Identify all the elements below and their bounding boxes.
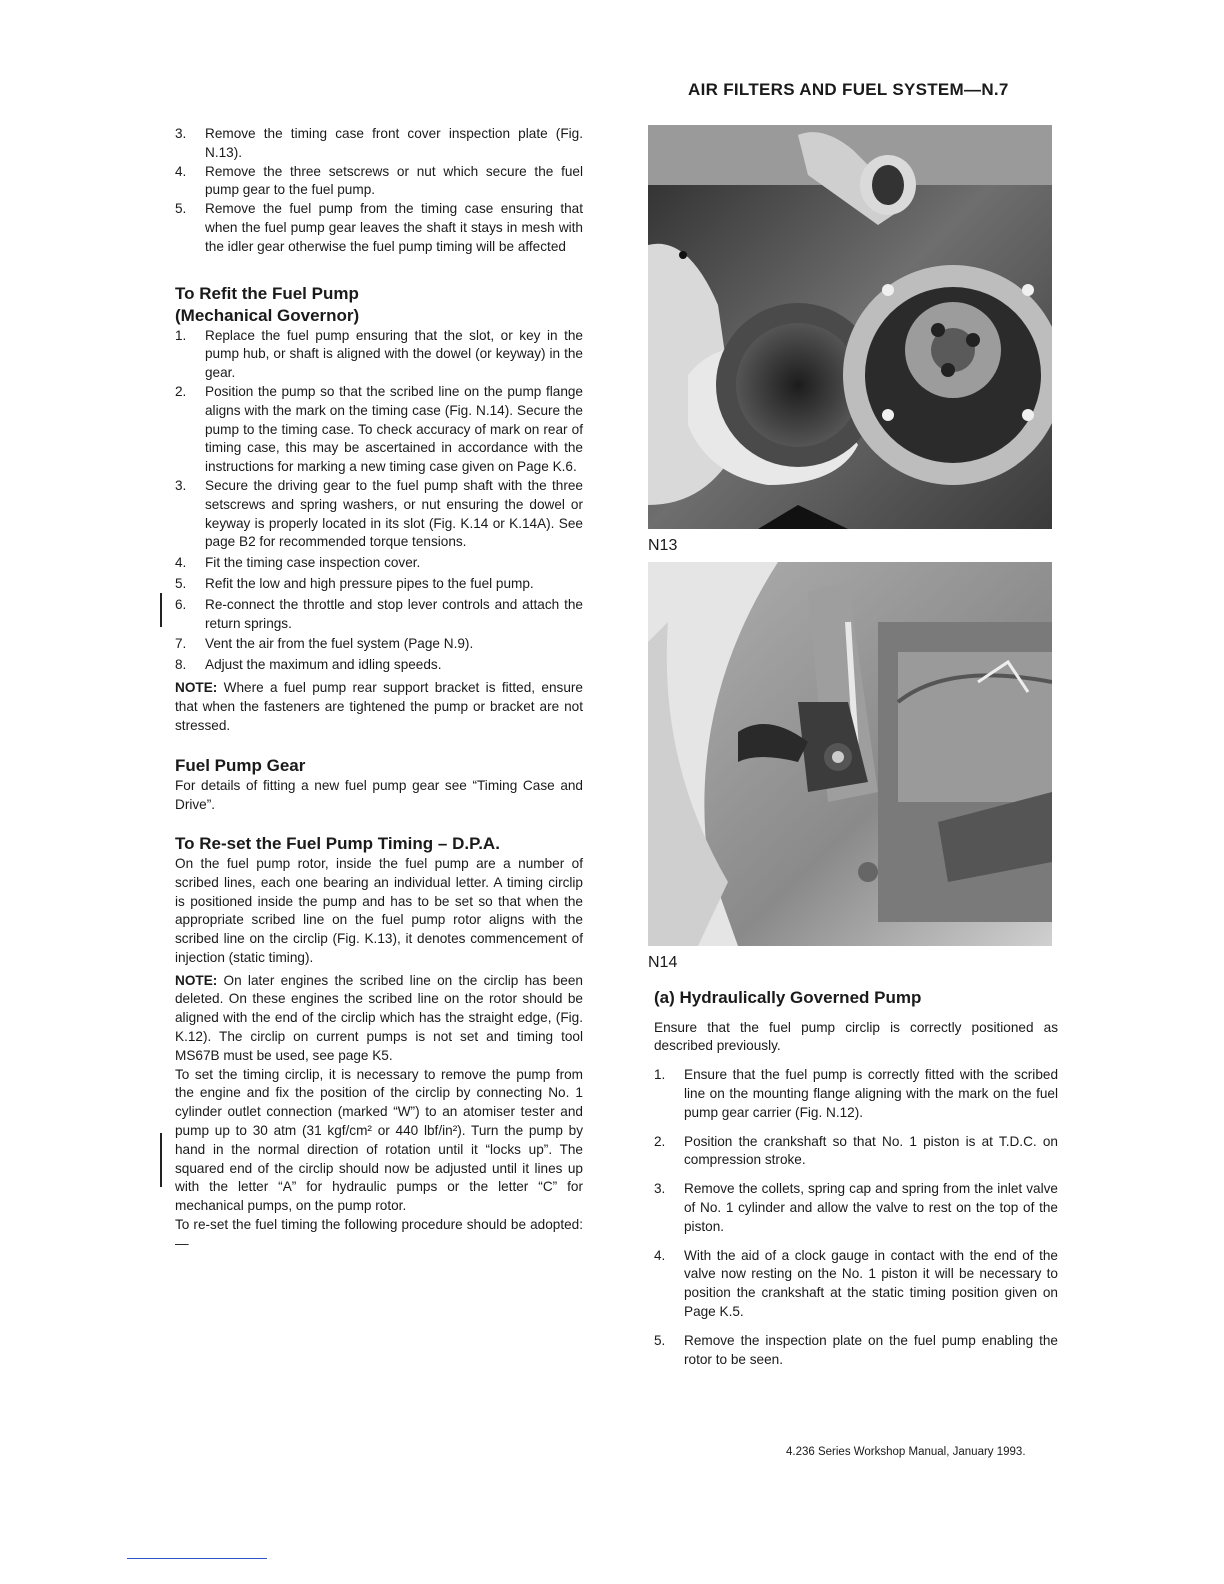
list-item: 1. Ensure that the fuel pump is correctly fitted with the scribed line on the mounting flange aligning with the mark on the fuel pump gear carrier (Fig. N.12). (654, 1067, 1058, 1120)
list-item: 4. Remove the three setscrews or nut which secure the fuel pump gear to the fuel pump. (175, 163, 583, 198)
revision-bar (160, 1133, 162, 1187)
revision-bar (160, 593, 162, 627)
figure-n13-photo (648, 125, 1052, 529)
list-item: 3. Secure the driving gear to the fuel pump shaft with the three setscrews and spring washers, or nut ensuring the dowel or keyway is properly located in its slot (Fig. K.14 or K.14A). See page B2 for recommended torque tensions. (175, 477, 583, 550)
footnote-divider (127, 1558, 267, 1559)
fuel-pump-removal-illustration (648, 125, 1052, 529)
footer-manual-edition: 4.236 Series Workshop Manual, January 1993. (786, 1446, 1026, 1458)
right-column (648, 125, 1058, 1379)
list-item: 7. Vent the air from the fuel system (Page N.9). (175, 636, 474, 652)
fuel-pump-mounting-illustration (648, 562, 1052, 946)
refit-steps-list (175, 327, 583, 675)
refit-title-line1: To Refit the Fuel Pump (175, 283, 359, 303)
left-column (175, 125, 583, 1254)
page-header-title: AIR FILTERS AND FUEL SYSTEM—N.7 (688, 80, 1009, 99)
hydraulic-section (654, 987, 1058, 1370)
fuel-pump-gear-title: Fuel Pump Gear (175, 756, 306, 776)
hydraulic-title: (a) Hydraulically Governed Pump (654, 987, 922, 1007)
list-item: 5. Remove the fuel pump from the timing case ensuring that when the fuel pump gear leaves the shaft it stays in mesh with the idler gear otherwise the fuel pump timing will be affected (175, 201, 583, 254)
figure-n14-photo (648, 562, 1052, 946)
removal-steps-list (175, 125, 583, 257)
list-item: 3. Remove the timing case front cover inspection plate (Fig. N.13). (175, 126, 583, 160)
figure-n14-label: N14 (648, 953, 678, 971)
list-item: 2. Position the crankshaft so that No. 1 piston is at T.D.C. on compression stroke. (654, 1133, 1058, 1168)
list-item: 1. Replace the fuel pump ensuring that the slot, or key in the pump hub, or shaft is aligned with the dowel (or keyway) in the gear. (175, 327, 583, 381)
list-item: 4. Fit the timing case inspection cover. (175, 555, 421, 571)
fuel-pump-gear-text: For details of fitting a new fuel pump gear see “Timing Case and Drive”. (175, 778, 583, 813)
list-item: 2. Position the pump so that the scribed line on the pump flange aligns with the mark on the timing case (Fig. N.14). Secure the pump to the timing case. To check accuracy of mark on rear of timing case, this may be ascertained in accordance with the instructions for marking a new timing case given on Page K.6. (175, 383, 583, 475)
reset-timing-para: To set the timing circlip, it is necessary to remove the pump from the engine and fix the position of the circlip by connecting No. 1 cylinder outlet connection (marked “W”) to an atomiser tester and pump up to 30 atm (31 kgf/cm² or 440 lbf/in²). Turn the pump by hand in the normal direction of rotation until it “locks up”. The squared end of the circlip should now be adjusted until it lines up with the letter “A” for hydraulic pumps or the letter “C” for mechanical pumps, on the pump rotor. (175, 1066, 583, 1214)
list-item: 3. Remove the collets, spring cap and spring from the inlet valve of No. 1 cylinder and allow the valve to rest on the top of the piston. (654, 1181, 1058, 1234)
list-item: 6. Re-connect the throttle and stop lever controls and attach the return springs. (175, 596, 583, 631)
note-support-bracket: NOTE: Where a fuel pump rear support bracket is fitted, ensure that when the fasteners are tightened the pump or bracket are not stressed. (175, 679, 583, 733)
note-circlip: NOTE: On later engines the scribed line on the circlip has been deleted. On these engines the scribed line on the rotor should be aligned with the end of the circlip which has the straight edge, (Fig. K.12). The circlip on current pumps is not set and timing tool MS67B must be used, see page K5. (175, 972, 583, 1063)
reset-timing-para: To re-set the fuel timing the following procedure should be adopted:— (175, 1217, 583, 1251)
list-item: 4. With the aid of a clock gauge in contact with the end of the valve now resting on the No. 1 piston it will be necessary to position the crankshaft at the static timing position given on Page K.5. (654, 1247, 1058, 1319)
list-item: 5. Remove the inspection plate on the fuel pump enabling the rotor to be seen. (654, 1332, 1058, 1367)
list-item: 5. Refit the low and high pressure pipes to the fuel pump. (175, 575, 534, 591)
list-item: 8. Adjust the maximum and idling speeds. (175, 657, 442, 673)
figure-n13-label: N13 (648, 537, 678, 554)
reset-timing-para: On the fuel pump rotor, inside the fuel pump are a number of scribed lines, each one bearing an individual letter. A timing circlip is positioned inside the pump and has to be set so that when the appropriate scribed line on the fuel pump rotor aligns with the scribed line on the circlip (Fig. K.13), it denotes commencement of injection (static timing). (175, 855, 583, 965)
refit-title-line2: (Mechanical Governor) (175, 305, 360, 325)
reset-timing-title: To Re-set the Fuel Pump Timing – D.P.A. (175, 833, 500, 853)
hydraulic-intro: Ensure that the fuel pump circlip is correctly positioned as described previously. (654, 1019, 1058, 1054)
